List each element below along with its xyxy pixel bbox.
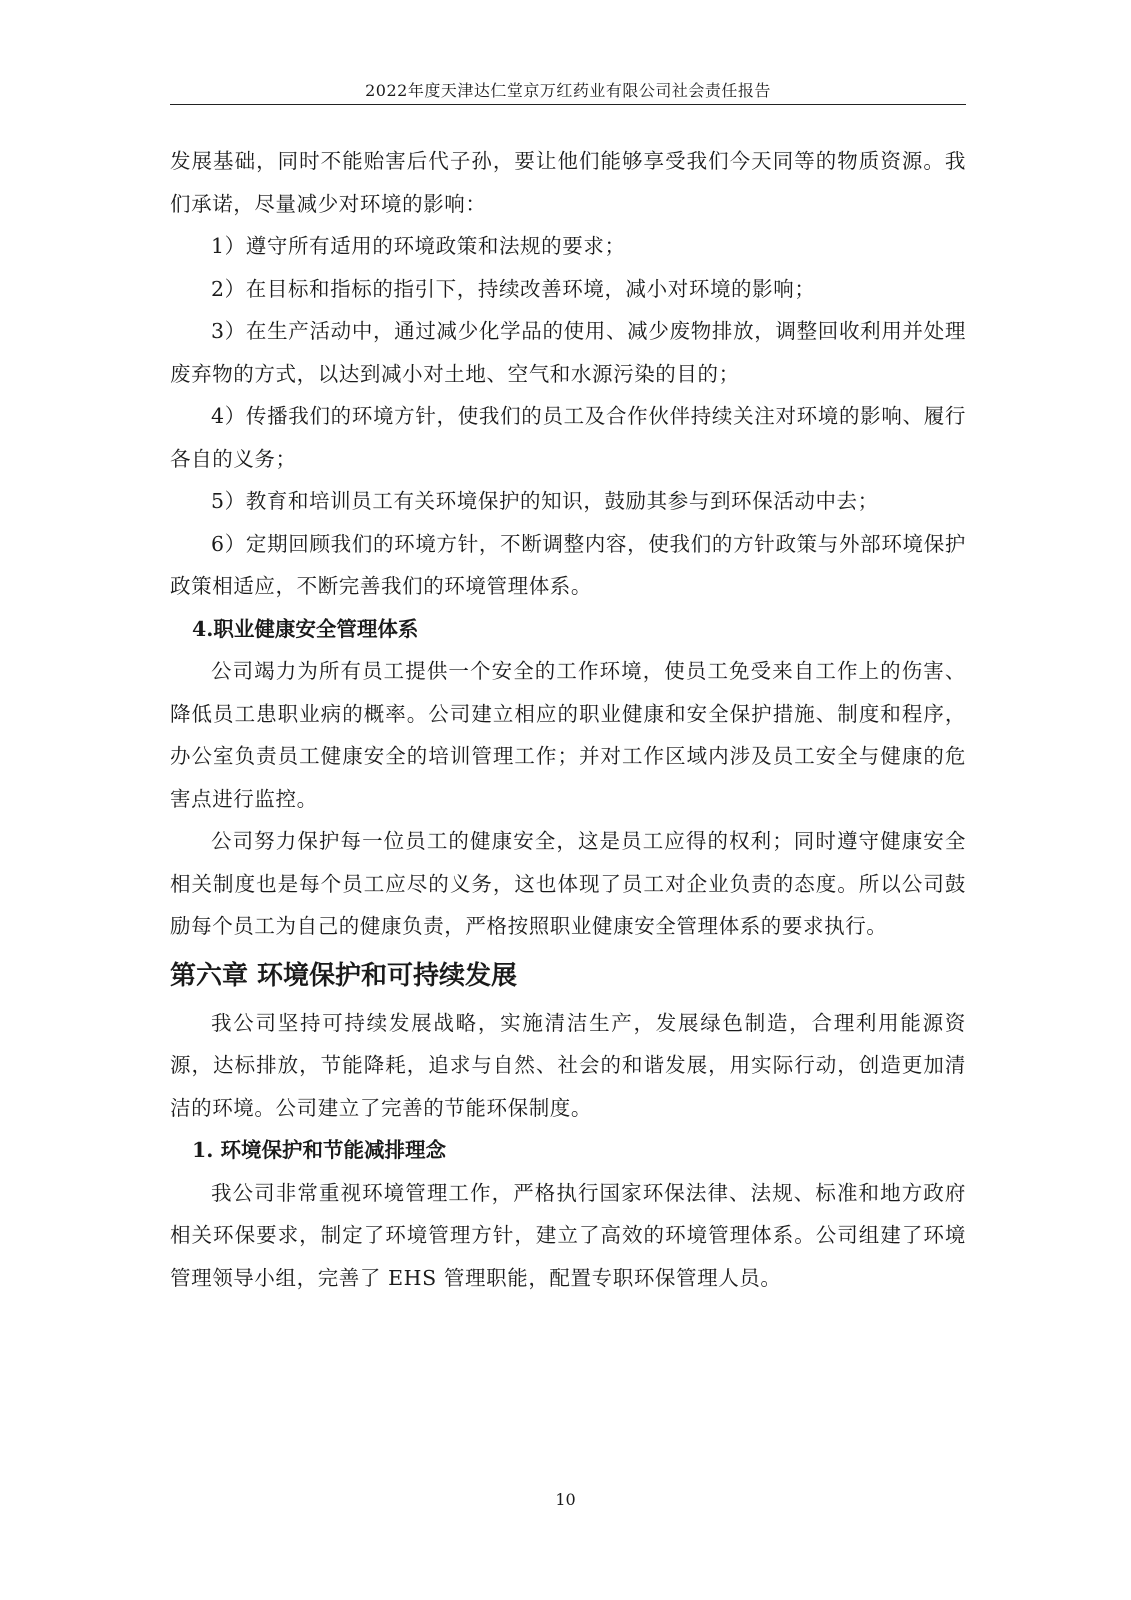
paragraph: 我公司坚持可持续发展战略，实施清洁生产，发展绿色制造，合理利用能源资源，达标排放，节能降耗，追求与自然、社会的和谐发展，用实际行动，创造更加清洁的环境。公司建立了完善的节能环保制度。 bbox=[170, 1010, 966, 1120]
list-item: 6）定期回顾我们的环境方针，不断调整内容，使我们的方针政策与外部环境保护政策相适应，不断完善我们的环境管理体系。 bbox=[170, 531, 966, 598]
paragraph: 公司努力保护每一位员工的健康安全，这是员工应得的权利；同时遵守健康安全相关制度也是每个员工应尽的义务，这也体现了员工对企业负责的态度。所以公司鼓励每个员工为自己的健康负责，严格按照职业健康安全管理体系的要求执行。 bbox=[170, 829, 966, 938]
list-item: 4）传播我们的环境方针，使我们的员工及合作伙伴持续关注对环境的影响、履行各自的义务； bbox=[170, 404, 966, 471]
section-heading: 4.职业健康安全管理体系 bbox=[192, 616, 419, 641]
running-header: 2022年度天津达仁堂京万红药业有限公司社会责任报告 bbox=[365, 81, 771, 100]
list-item: 1）遵守所有适用的环境政策和法规的要求； bbox=[211, 234, 626, 258]
header-divider bbox=[170, 104, 966, 105]
paragraph: 公司竭力为所有员工提供一个安全的工作环境，使员工免受来自工作上的伤害、降低员工患职业病的概率。公司建立相应的职业健康和安全保护措施、制度和程序，办公室负责员工健康安全的培训管理工作；并对工作区域内涉及员工安全与健康的危害点进行监控。 bbox=[170, 659, 966, 811]
list-item: 5）教育和培训员工有关环境保护的知识，鼓励其参与到环保活动中去； bbox=[211, 489, 879, 513]
chapter-title: 第六章 环境保护和可持续发展 bbox=[170, 960, 518, 991]
paragraph-continuation: 发展基础，同时不能贻害后代子孙，要让他们能够享受我们今天同等的物质资源。我们承诺，尽量减少对环境的影响： bbox=[170, 149, 966, 216]
list-item: 3）在生产活动中，通过减少化学品的使用、减少废物排放，调整回收利用并处理废弃物的方式，以达到减小对土地、空气和水源污染的目的； bbox=[170, 319, 966, 386]
paragraph: 我公司非常重视环境管理工作，严格执行国家环保法律、法规、标准和地方政府相关环保要求，制定了环境管理方针，建立了高效的环境管理体系。公司组建了环境管理领导小组，完善了 EHS 管理职能，配置专职环保管理人员。 bbox=[170, 1180, 966, 1290]
subsection-heading: 1. 环境保护和节能减排理念 bbox=[192, 1138, 447, 1162]
page-number: 10 bbox=[555, 1490, 576, 1509]
document-body bbox=[170, 140, 966, 1299]
list-item: 2）在目标和指标的指引下，持续改善环境，减小对环境的影响； bbox=[211, 276, 816, 301]
